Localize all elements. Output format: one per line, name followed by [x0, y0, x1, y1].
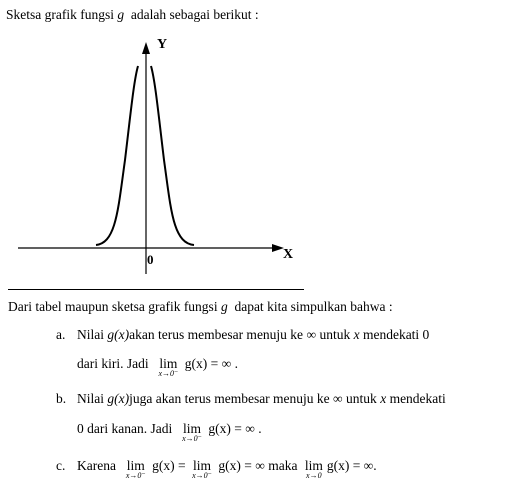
origin-label: 0	[147, 252, 154, 267]
y-axis-arrow	[142, 42, 150, 54]
item-b-text: Nilai	[77, 391, 104, 406]
item-b-line2-text: 0 dari kanan. Jadi	[77, 421, 173, 436]
item-a-marker: a.	[56, 327, 66, 342]
item-b-limit: lim x→0⁻	[182, 421, 202, 443]
item-c-line	[77, 458, 377, 480]
item-b-x: x	[380, 391, 387, 406]
item-c-limit-1: lim x→0⁻	[125, 458, 146, 480]
conclusion-rest: dapat kita simpulkan bahwa :	[234, 299, 393, 314]
curve-left-branch	[96, 66, 138, 245]
intro-func: g	[117, 7, 125, 22]
item-b-marker: b.	[56, 391, 67, 406]
item-a-x: x	[353, 327, 360, 342]
item-c-text: Karena	[77, 458, 116, 473]
intro-rest: adalah sebagai berikut :	[130, 7, 259, 22]
x-axis-label: X	[283, 247, 294, 262]
item-b-post: untuk	[346, 391, 377, 406]
item-b-mid: juga akan terus membesar menuju ke	[129, 391, 330, 406]
item-b-limit-expr: g(x) = ∞ .	[208, 421, 262, 436]
item-c-marker: c.	[56, 458, 66, 473]
item-a-limit-expr: g(x) = ∞ .	[184, 356, 238, 371]
item-a-infinity: ∞	[306, 327, 317, 342]
conclusion-func: g	[220, 299, 228, 314]
item-c-limit-3: lim x→0	[304, 458, 323, 480]
item-a-text: Nilai	[77, 327, 104, 342]
conclusion-text: Dari tabel maupun sketsa grafik fungsi	[8, 299, 218, 314]
item-a-line2	[77, 356, 238, 378]
item-a-line2-text: dari kiri. Jadi	[77, 356, 149, 371]
item-b-line1	[77, 391, 446, 407]
intro-text: Sketsa grafik fungsi	[6, 7, 114, 22]
conclusion-sentence	[8, 299, 393, 315]
item-c-limit-2: lim x→0⁻	[192, 458, 212, 480]
divider-line	[8, 289, 304, 290]
y-axis-label: Y	[157, 37, 168, 52]
item-b-line2	[77, 421, 262, 443]
item-a-limit: lim x→0⁻	[158, 356, 179, 378]
item-a-end: mendekati 0	[362, 327, 430, 342]
item-b-end: mendekati	[389, 391, 446, 406]
item-a-line1	[77, 327, 429, 343]
item-c-maka: maka	[268, 458, 298, 473]
item-c-expr-1: g(x) =	[152, 458, 186, 473]
item-c-expr-3: g(x) = ∞.	[326, 458, 377, 473]
item-a-mid: akan terus membesar menuju ke	[129, 327, 304, 342]
item-b-infinity: ∞	[333, 391, 343, 406]
item-c-expr-2: g(x) = ∞	[218, 458, 265, 473]
item-a-post: untuk	[319, 327, 351, 342]
curve-right-branch	[151, 66, 194, 245]
item-a-gx: g(x)	[107, 327, 130, 342]
item-b-gx: g(x)	[107, 391, 130, 406]
